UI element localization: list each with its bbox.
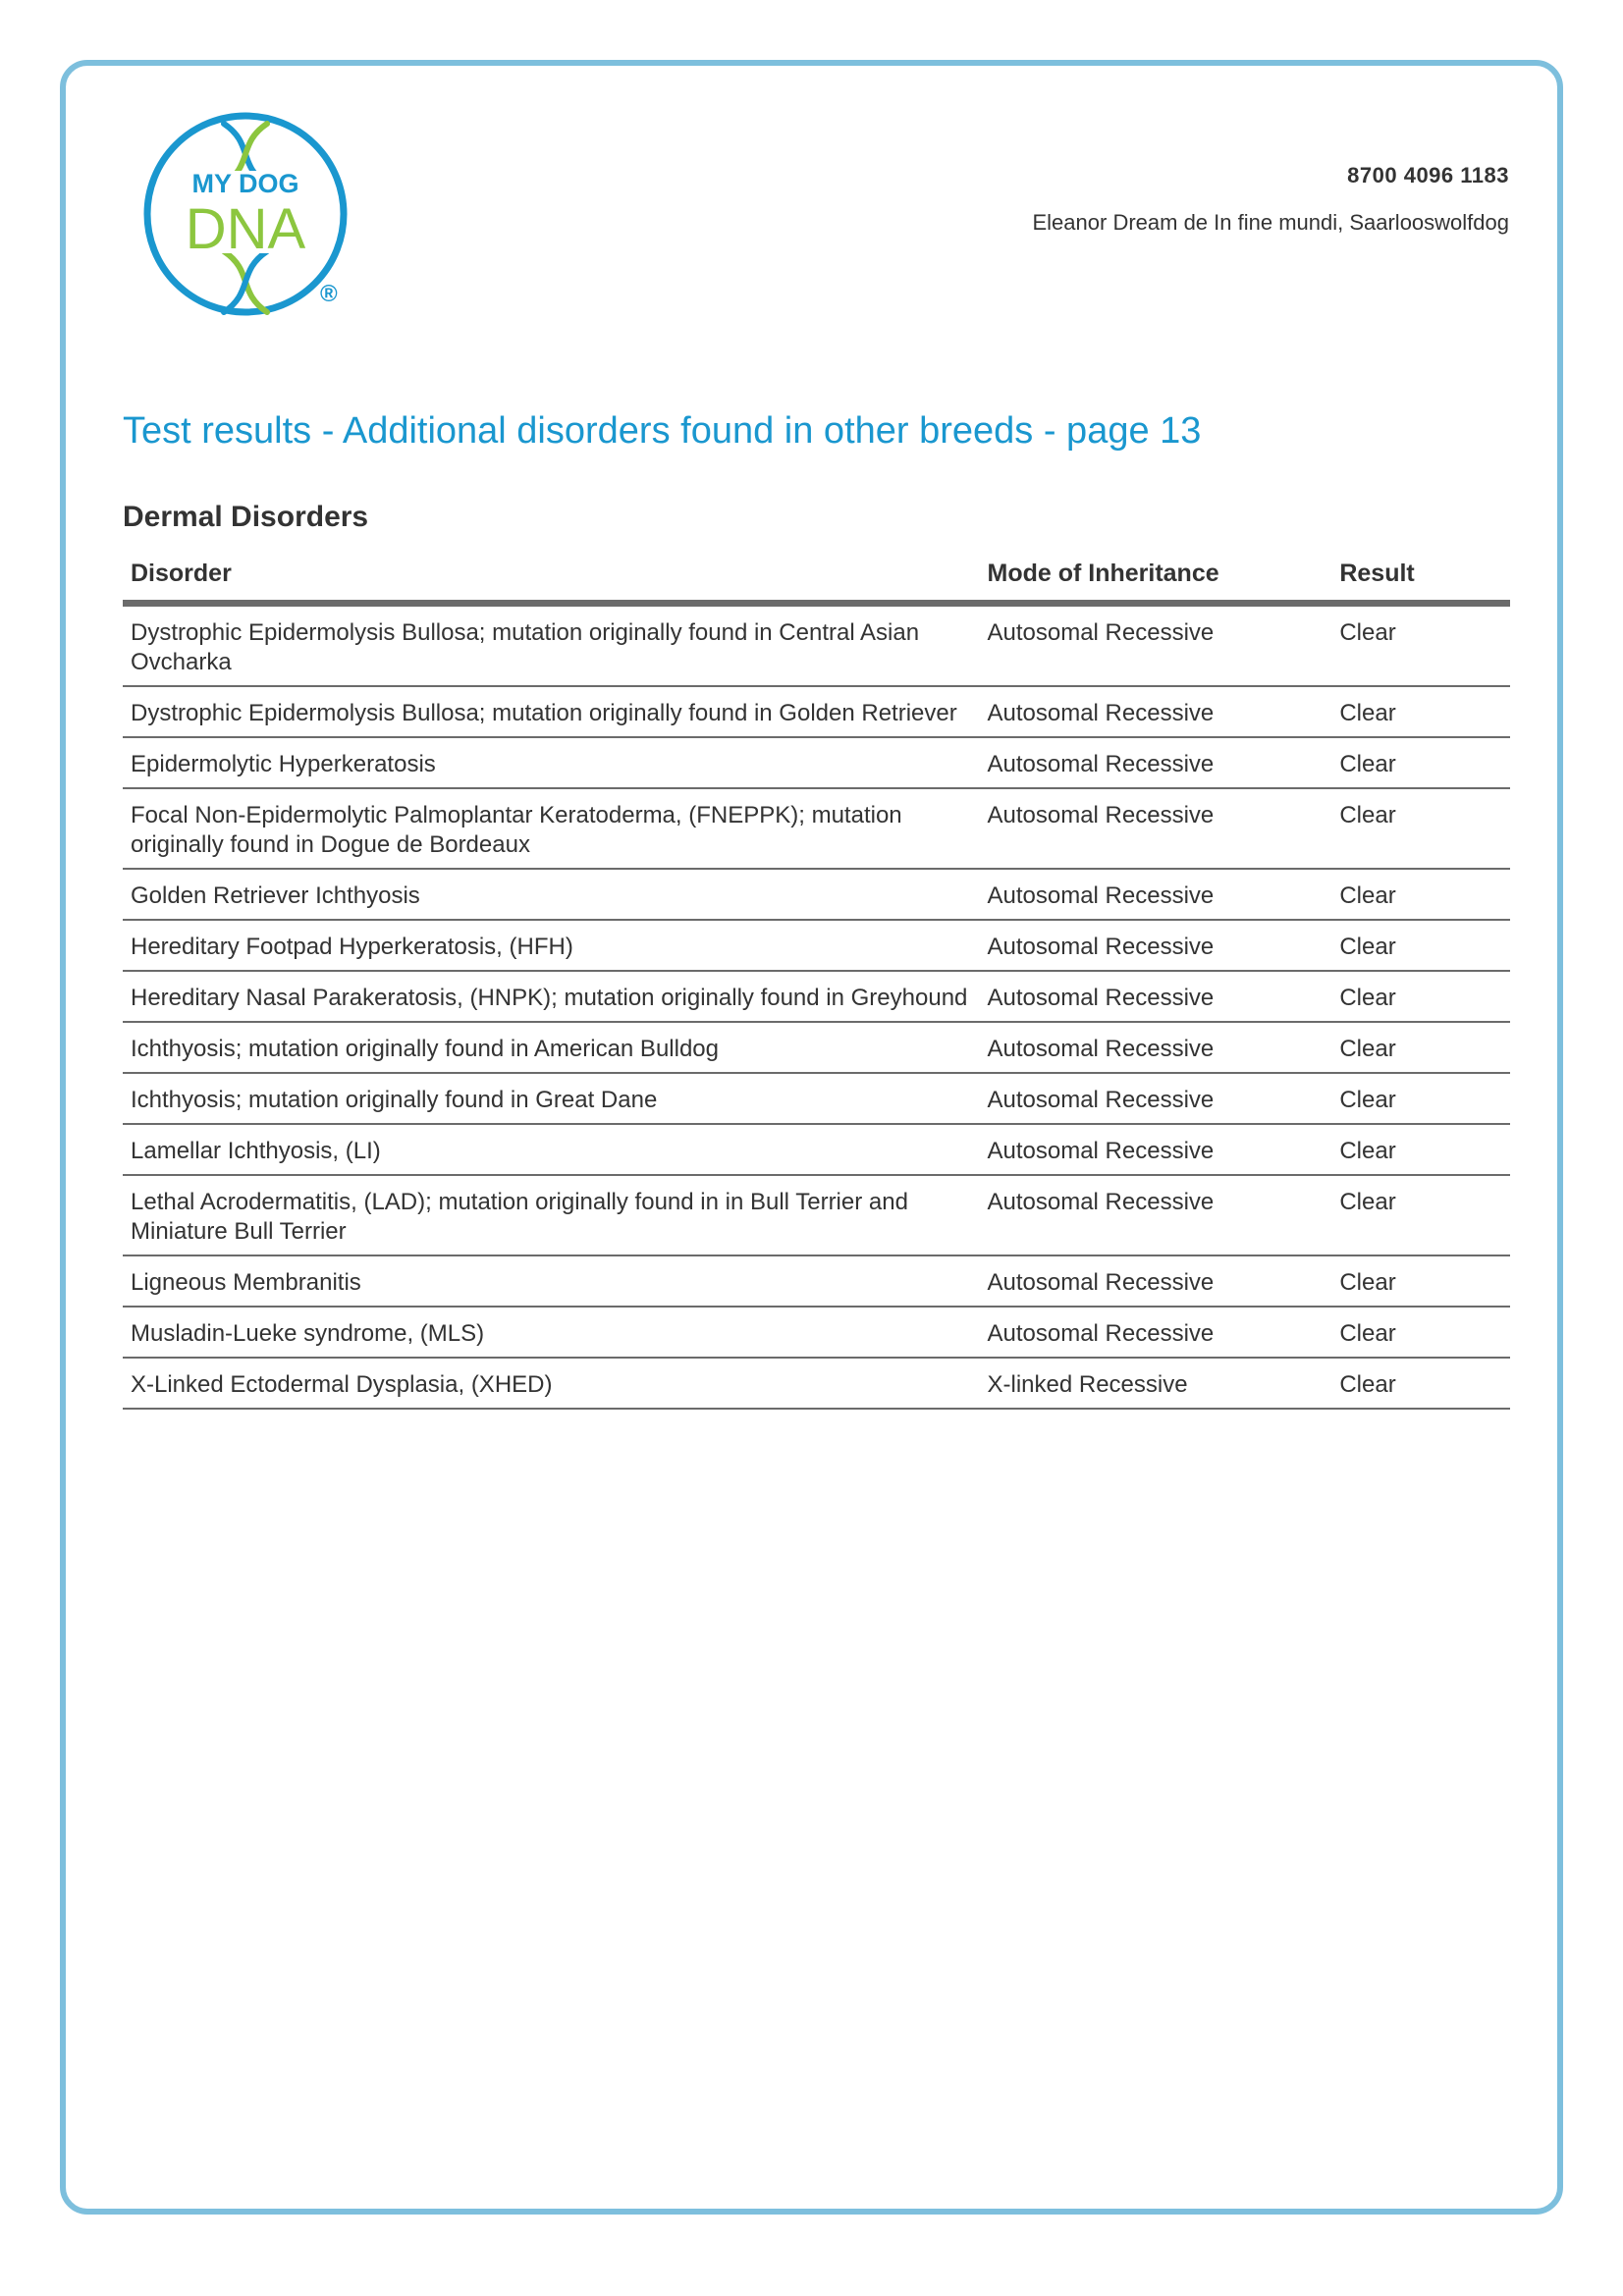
disorder-cell: Hereditary Footpad Hyperkeratosis, (HFH)	[123, 920, 980, 971]
table-row	[123, 920, 1510, 971]
disorder-cell: X-Linked Ectodermal Dysplasia, (XHED)	[123, 1358, 980, 1409]
result-cell: Clear	[1331, 1022, 1510, 1073]
result-cell: Clear	[1331, 737, 1510, 788]
result-cell: Clear	[1331, 1124, 1510, 1175]
result-cell: Clear	[1331, 1307, 1510, 1358]
table-row	[123, 686, 1510, 737]
mode-cell: Autosomal Recessive	[980, 1255, 1332, 1307]
disorder-cell: Ligneous Membranitis	[123, 1255, 980, 1307]
table-header-row	[123, 554, 1510, 604]
mode-cell: X-linked Recessive	[980, 1358, 1332, 1409]
mode-cell: Autosomal Recessive	[980, 920, 1332, 971]
registered-mark: ®	[320, 281, 338, 307]
mode-cell: Autosomal Recessive	[980, 1175, 1332, 1255]
result-cell: Clear	[1331, 686, 1510, 737]
disorder-cell: Epidermolytic Hyperkeratosis	[123, 737, 980, 788]
mode-cell: Autosomal Recessive	[980, 1307, 1332, 1358]
table-row	[123, 1358, 1510, 1409]
disorder-cell: Musladin-Lueke syndrome, (MLS)	[123, 1307, 980, 1358]
mode-cell: Autosomal Recessive	[980, 686, 1332, 737]
result-cell: Clear	[1331, 920, 1510, 971]
table-row	[123, 971, 1510, 1022]
mode-cell: Autosomal Recessive	[980, 1022, 1332, 1073]
result-cell: Clear	[1331, 971, 1510, 1022]
result-cell: Clear	[1331, 1175, 1510, 1255]
table-row	[123, 1175, 1510, 1255]
table-row	[123, 1022, 1510, 1073]
table-row	[123, 1124, 1510, 1175]
column-header-mode: Mode of Inheritance	[980, 554, 1332, 604]
mode-cell: Autosomal Recessive	[980, 737, 1332, 788]
test-id: 8700 4096 1183	[1347, 163, 1509, 187]
column-header-disorder: Disorder	[123, 554, 980, 604]
logo-line2: DNA	[185, 197, 306, 261]
column-header-result: Result	[1331, 554, 1510, 604]
disorder-cell: Lamellar Ichthyosis, (LI)	[123, 1124, 980, 1175]
disorder-cell: Hereditary Nasal Parakeratosis, (HNPK); mutation originally found in Greyhound	[123, 971, 980, 1022]
table-row	[123, 788, 1510, 869]
table-row	[123, 737, 1510, 788]
mode-cell: Autosomal Recessive	[980, 604, 1332, 687]
disorder-cell: Dystrophic Epidermolysis Bullosa; mutation originally found in Central Asian Ovcharka	[123, 604, 980, 687]
result-cell: Clear	[1331, 1358, 1510, 1409]
result-cell: Clear	[1331, 869, 1510, 920]
disorder-cell: Lethal Acrodermatitis, (LAD); mutation originally found in in Bull Terrier and Miniature Bull Terrier	[123, 1175, 980, 1255]
result-cell: Clear	[1331, 604, 1510, 687]
disorder-cell: Ichthyosis; mutation originally found in American Bulldog	[123, 1022, 980, 1073]
result-cell: Clear	[1331, 1073, 1510, 1124]
section-title: Dermal Disorders	[123, 501, 369, 533]
mode-cell: Autosomal Recessive	[980, 1124, 1332, 1175]
results-table	[123, 554, 1510, 1410]
mode-cell: Autosomal Recessive	[980, 971, 1332, 1022]
result-cell: Clear	[1331, 1255, 1510, 1307]
header-info	[1033, 163, 1510, 236]
disorder-cell: Golden Retriever Ichthyosis	[123, 869, 980, 920]
page-title: Test results - Additional disorders found in other breeds - page 13	[123, 410, 1202, 452]
logo-line1: MY DOG	[191, 169, 299, 198]
table-row	[123, 1073, 1510, 1124]
result-cell: Clear	[1331, 788, 1510, 869]
my-dog-dna-logo	[137, 106, 353, 322]
dog-name: Eleanor Dream de In fine mundi, Saarlooswolfdog	[1032, 210, 1509, 235]
disorder-cell: Ichthyosis; mutation originally found in Great Dane	[123, 1073, 980, 1124]
disorder-cell: Dystrophic Epidermolysis Bullosa; mutation originally found in Golden Retriever	[123, 686, 980, 737]
table-row	[123, 1307, 1510, 1358]
table-row	[123, 869, 1510, 920]
mode-cell: Autosomal Recessive	[980, 869, 1332, 920]
mode-cell: Autosomal Recessive	[980, 1073, 1332, 1124]
table-row	[123, 1255, 1510, 1307]
disorder-cell: Focal Non-Epidermolytic Palmoplantar Keratoderma, (FNEPPK); mutation originally found in Dogue de Bordeaux	[123, 788, 980, 869]
mode-cell: Autosomal Recessive	[980, 788, 1332, 869]
table-row	[123, 604, 1510, 687]
